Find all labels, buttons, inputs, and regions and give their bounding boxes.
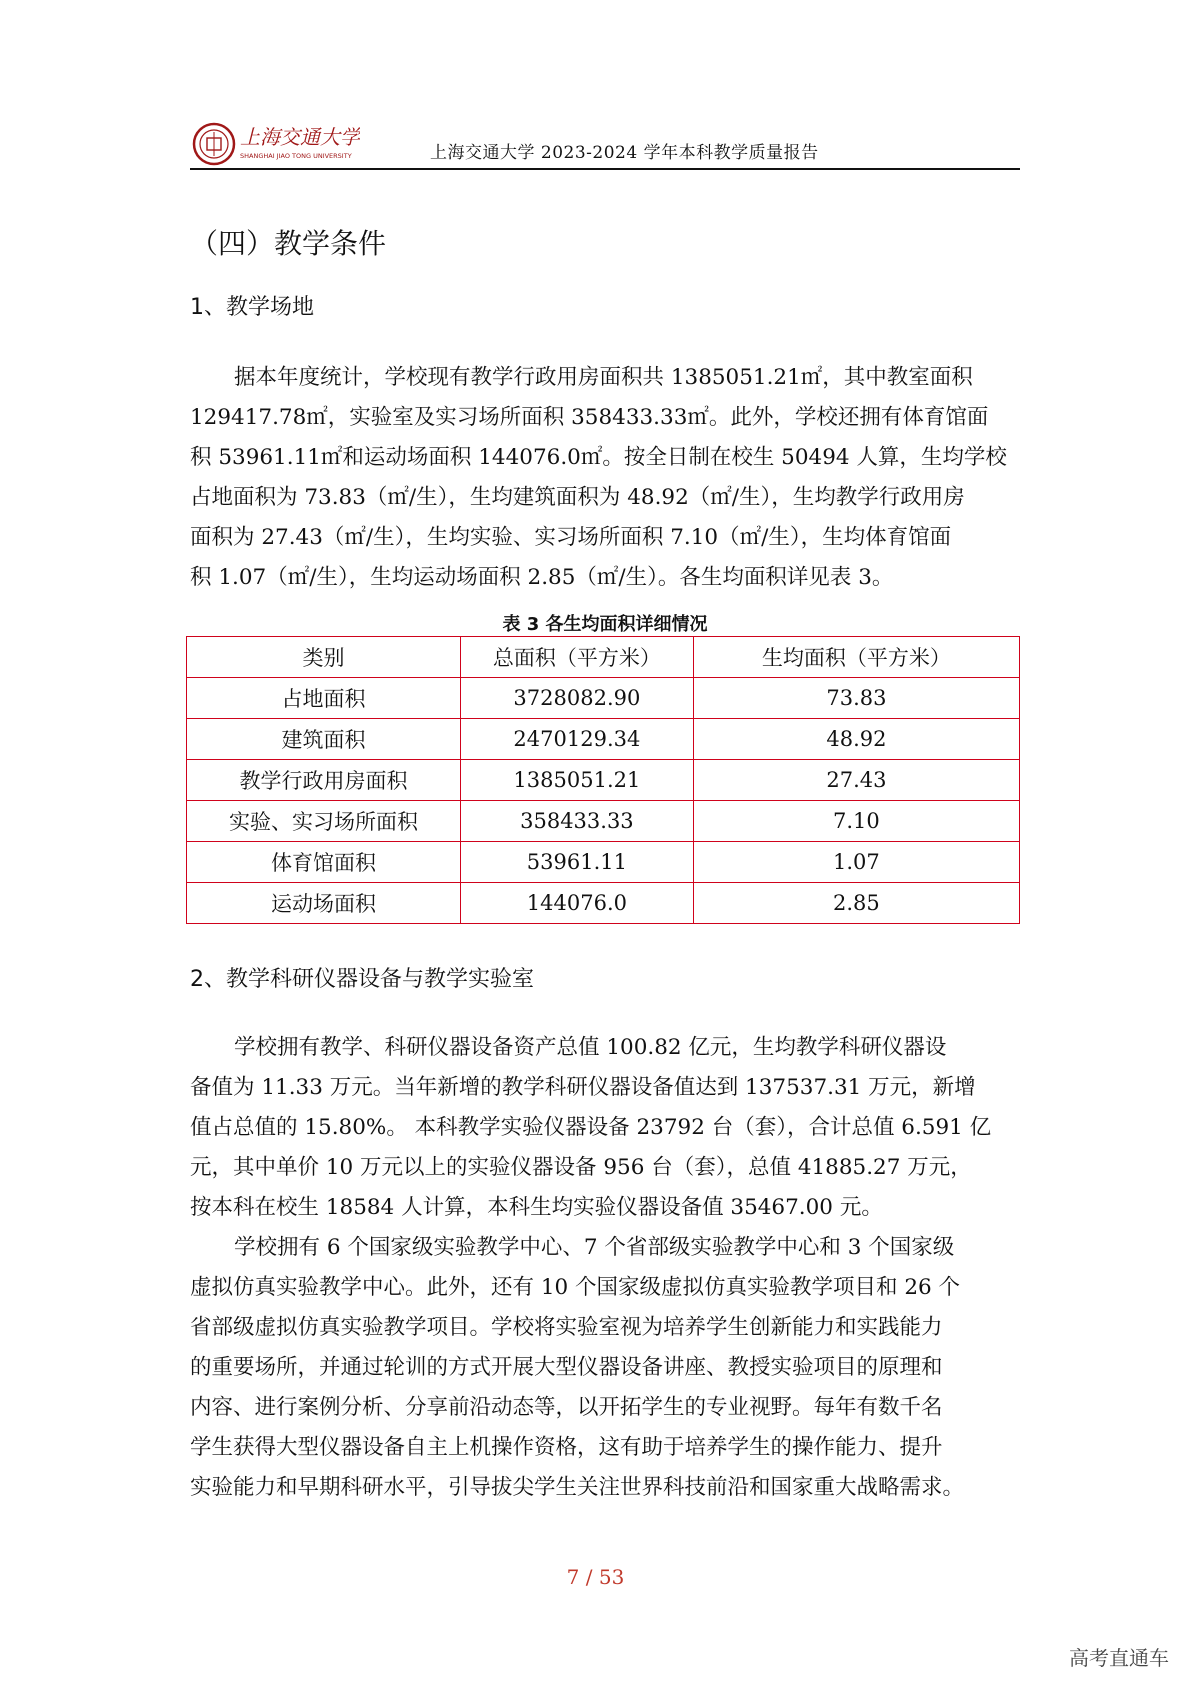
- table-cell: 7.10: [693, 801, 1019, 842]
- section-title: （四）教学条件: [190, 227, 387, 260]
- page-header: [190, 118, 1020, 170]
- logo-text-cn: 上海交通大学: [240, 125, 360, 149]
- paragraph-line: 内容、进行案例分析、分享前沿动态等，以开拓学生的专业视野。每年有数千名: [190, 1395, 943, 1420]
- table-cell: 体育馆面积: [187, 842, 461, 883]
- paragraph-2: [190, 1028, 1020, 1228]
- paragraph-line: 实验能力和早期科研水平，引导拔尖学生关注世界科技前沿和国家重大战略需求。: [190, 1475, 965, 1500]
- paragraph-line: 按本科在校生 18584 人计算，本科生均实验仪器设备值 35467.00 元。: [190, 1195, 883, 1220]
- table-cell: 2.85: [693, 883, 1019, 924]
- paragraph-line: 学生获得大型仪器设备自主上机操作资格，这有助于培养学生的操作能力、提升: [190, 1435, 943, 1460]
- table-cell: 53961.11: [460, 842, 693, 883]
- table-cell: 占地面积: [187, 678, 461, 719]
- paragraph-line: 元，其中单价 10 万元以上的实验仪器设备 956 台（套），总值 41885.27 万元，: [190, 1155, 972, 1180]
- table-row: [187, 883, 1020, 924]
- header-rule: [190, 168, 1020, 170]
- table-cell: 运动场面积: [187, 883, 461, 924]
- paragraph-line: 省部级虚拟仿真实验教学项目。学校将实验室视为培养学生创新能力和实践能力: [190, 1315, 943, 1340]
- subsection-title-1: 1、教学场地: [190, 295, 314, 320]
- paragraph-line: 虚拟仿真实验教学中心。此外，还有 10 个国家级虚拟仿真实验教学项目和 26 个: [190, 1275, 961, 1300]
- paragraph-line: 学校拥有 6 个国家级实验教学中心、7 个省部级实验教学中心和 3 个国家级: [234, 1235, 955, 1260]
- page-number: 7 / 53: [566, 1565, 625, 1589]
- table-cell: 2470129.34: [460, 719, 693, 760]
- paragraph-line: 129417.78㎡，实验室及实习场所面积 358433.33㎡。此外，学校还拥有体育馆面: [190, 405, 989, 430]
- table-cell: 建筑面积: [187, 719, 461, 760]
- table-cell: 48.92: [693, 719, 1019, 760]
- column-header: 类别: [187, 637, 461, 678]
- university-logo: [190, 118, 360, 170]
- paragraph-line: 备值为 11.33 万元。当年新增的教学科研仪器设备值达到 137537.31 万元，新增: [190, 1075, 976, 1100]
- paragraph-line: 积 53961.11㎡和运动场面积 144076.0㎡。按全日制在校生 50494 人算，生均学校: [190, 445, 1007, 470]
- paragraph-line: 积 1.07（㎡/生），生均运动场面积 2.85（㎡/生）。各生均面积详见表 3。: [190, 565, 894, 590]
- column-header: 生均面积（平方米）: [693, 637, 1019, 678]
- table-cell: 3728082.90: [460, 678, 693, 719]
- paragraph-line: 值占总值的 15.80%。 本科教学实验仪器设备 23792 台（套），合计总值 6.591 亿: [190, 1115, 992, 1140]
- table-cell: 实验、实习场所面积: [187, 801, 461, 842]
- paragraph-line: 面积为 27.43（㎡/生），生均实验、实习场所面积 7.10（㎡/生），生均体育馆面: [190, 525, 952, 550]
- subsection-title-2: 2、教学科研仪器设备与教学实验室: [190, 967, 534, 992]
- table-cell: 144076.0: [460, 883, 693, 924]
- table-header-row: [187, 637, 1020, 678]
- table-cell: 1385051.21: [460, 760, 693, 801]
- watermark: 高考直通车: [1069, 1646, 1169, 1670]
- table-row: [187, 719, 1020, 760]
- table-row: [187, 801, 1020, 842]
- table-row: [187, 760, 1020, 801]
- logo-text-en: SHANGHAI JIAO TONG UNIVERSITY: [240, 152, 352, 160]
- table-cell: 358433.33: [460, 801, 693, 842]
- paragraph-1: [190, 358, 1020, 598]
- paragraph-line: 的重要场所，并通过轮训的方式开展大型仪器设备讲座、教授实验项目的原理和: [190, 1355, 943, 1380]
- table-cell: 27.43: [693, 760, 1019, 801]
- table-cell: 73.83: [693, 678, 1019, 719]
- paragraph-line: 占地面积为 73.83（㎡/生），生均建筑面积为 48.92（㎡/生），生均教学行政用房: [190, 485, 965, 510]
- table-caption: 表 3 各生均面积详细情况: [502, 614, 708, 635]
- table-row: [187, 842, 1020, 883]
- area-table: [186, 636, 1020, 924]
- paragraph-3: [190, 1228, 1020, 1508]
- paragraph-line: 据本年度统计，学校现有教学行政用房面积共 1385051.21㎡，其中教室面积: [234, 365, 973, 390]
- header-title: 上海交通大学 2023-2024 学年本科教学质量报告: [430, 143, 819, 163]
- table-row: [187, 678, 1020, 719]
- paragraph-line: 学校拥有教学、科研仪器设备资产总值 100.82 亿元，生均教学科研仪器设: [234, 1035, 947, 1060]
- table-cell: 教学行政用房面积: [187, 760, 461, 801]
- column-header: 总面积（平方米）: [460, 637, 693, 678]
- table-cell: 1.07: [693, 842, 1019, 883]
